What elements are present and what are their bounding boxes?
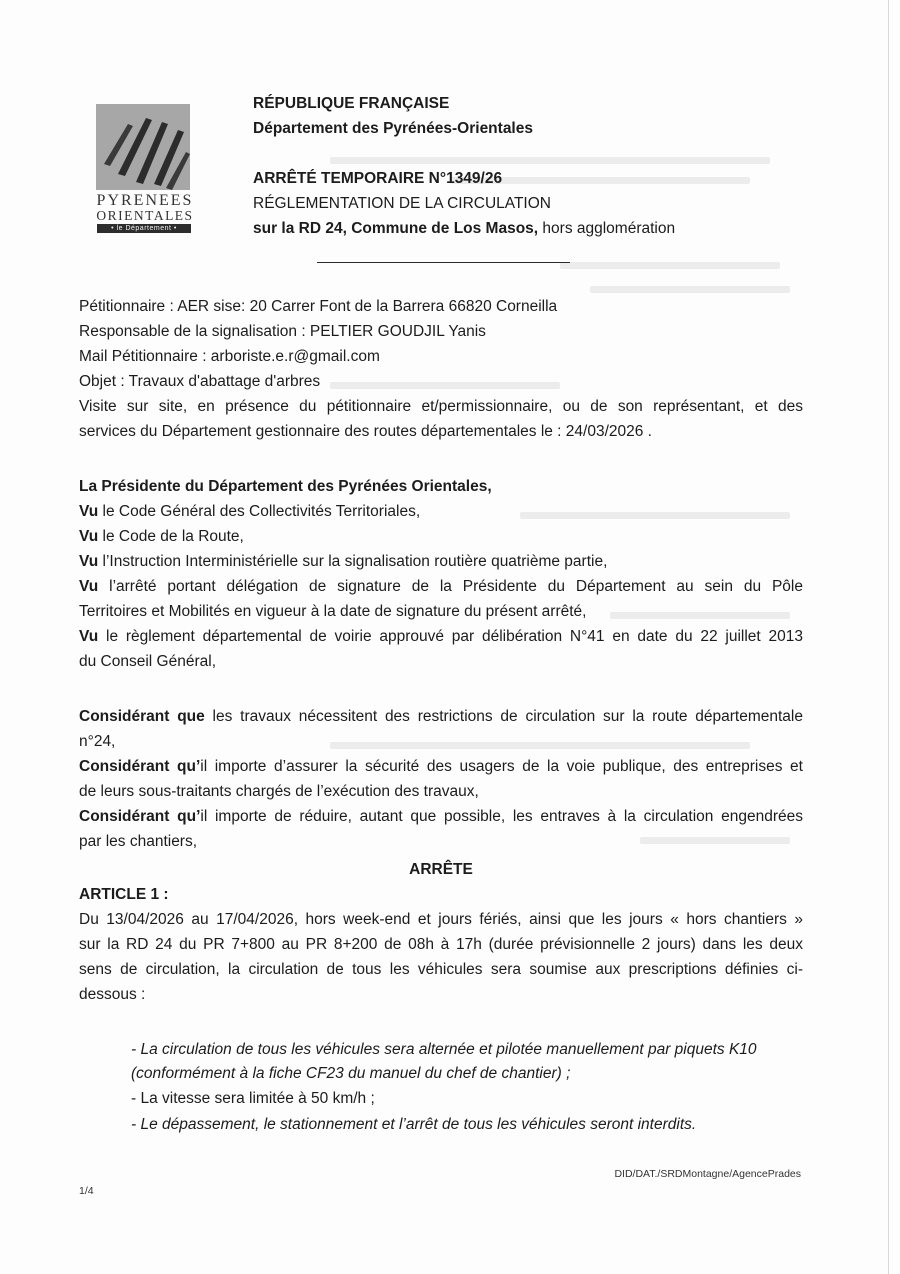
logo-text-orientales: ORIENTALES — [96, 208, 194, 223]
vu-text: l’Instruction Interministérielle sur la signalisation routière quatrième partie, — [98, 553, 608, 570]
consideration-label: Considérant que — [79, 708, 205, 725]
article-1-line-3: sens de circulation, la circulation de tous les véhicules sera soumise aux prescriptions définies ci- — [79, 961, 803, 978]
article-1-line-4: dessous : — [79, 986, 146, 1003]
consideration-text: les travaux nécessitent des restrictions de circulation sur la route départementale — [204, 708, 803, 725]
arrete-title: ARRÊTÉ TEMPORAIRE N°1349/26 — [253, 170, 503, 187]
vu-label: Vu — [79, 528, 99, 545]
mountain-claw-emblem — [96, 104, 190, 190]
prescription-3: - Le dépassement, le stationnement et l’arrêt de tous les véhicules seront interdits. — [131, 1116, 697, 1133]
arrete-decision-title: ARRÊTE — [409, 861, 473, 878]
vu-line-5b: du Conseil Général, — [79, 653, 216, 670]
footer-reference: DID/DAT./SRDMontagne/AgencePrades — [614, 1168, 801, 1180]
page-edge — [888, 0, 889, 1274]
consideration-label: Considérant qu’ — [79, 758, 201, 775]
vu-line-4b: Territoires et Mobilités en vigueur à la date de signature du présent arrêté, — [79, 603, 587, 620]
republic-heading: RÉPUBLIQUE FRANÇAISE — [253, 95, 450, 112]
consideration-text: il importe de réduire, autant que possible, les entraves à la circulation engendrées — [200, 808, 803, 825]
vu-text: le Code de la Route, — [98, 528, 244, 545]
object-line: Objet : Travaux d'abattage d'arbres — [79, 373, 321, 390]
consideration-label: Considérant qu’ — [79, 808, 201, 825]
vu-label: Vu — [79, 628, 99, 645]
article-1-line-1: Du 13/04/2026 au 17/04/2026, hors week-end et jours fériés, ainsi que les jours « hors chantiers » — [79, 911, 803, 928]
considerations-section — [79, 704, 803, 854]
consideration-2-line-2: de leurs sous-traitants chargés de l’exécution des travaux, — [79, 783, 479, 800]
vu-line-2 — [79, 524, 803, 549]
prescription-2: - La vitesse sera limitée à 50 km/h ; — [131, 1090, 375, 1107]
vu-line-1 — [79, 499, 803, 524]
department-heading: Département des Pyrénées-Orientales — [253, 120, 533, 137]
article-1-line-2: sur la RD 24 du PR 7+800 au PR 8+200 de 08h à 17h (durée prévisionnelle 2 jours) dans les deux — [79, 936, 803, 953]
consideration-text: il importe d’assurer la sécurité des usagers de la voie publique, des entreprises et — [200, 758, 803, 775]
vu-text: le règlement départemental de voirie approuvé par délibération N°41 en date du 22 juillet 2013 — [98, 628, 803, 645]
page-number: 1/4 — [79, 1185, 94, 1197]
prescription-1-line-1: - La circulation de tous les véhicules sera alternée et pilotée manuellement par piquets K10 — [131, 1041, 757, 1058]
road-location: sur la RD 24, Commune de Los Masos, — [253, 220, 539, 237]
road-location-suffix: hors agglomération — [538, 220, 676, 237]
consideration-3-line-1 — [79, 804, 803, 829]
vu-label: Vu — [79, 503, 99, 520]
vu-line-5a — [79, 624, 803, 649]
header-divider — [317, 262, 570, 263]
petition-section — [79, 294, 803, 444]
vu-text: l’arrêté portant délégation de signature de la Présidente du Département au sein du Pôle — [98, 578, 803, 595]
petitioner-line: Pétitionnaire : AER sise: 20 Carrer Font de la Barrera 66820 Corneilla — [79, 298, 558, 315]
logo-band-departement: • le Département • — [97, 224, 191, 233]
road-location-line — [253, 216, 813, 241]
article-1-heading: ARTICLE 1 : — [79, 886, 169, 903]
site-visit-line-2: services du Département gestionnaire des routes départementales le : 24/03/2026 . — [79, 423, 652, 440]
consideration-1-line-2: n°24, — [79, 733, 116, 750]
document-header — [253, 91, 813, 241]
vu-label: Vu — [79, 553, 99, 570]
consideration-3-line-2: par les chantiers, — [79, 833, 198, 850]
regulation-subtitle: RÉGLEMENTATION DE LA CIRCULATION — [253, 195, 551, 212]
vu-line-3 — [79, 549, 803, 574]
prescriptions-list — [131, 1038, 821, 1137]
department-logo — [93, 104, 197, 232]
mail-line: Mail Pétitionnaire : arboriste.e.r@gmail.com — [79, 348, 380, 365]
vu-text: le Code Général des Collectivités Territoriales, — [98, 503, 421, 520]
vu-label: Vu — [79, 578, 99, 595]
consideration-2-line-1 — [79, 754, 803, 779]
logo-text-pyrenees: PYRENEES — [96, 192, 194, 209]
vu-line-4a — [79, 574, 803, 599]
prescription-1-line-2: (conformément à la fiche CF23 du manuel du chef de chantier) ; — [131, 1065, 571, 1082]
president-heading: La Présidente du Département des Pyrénées Orientales, — [79, 478, 492, 495]
signage-manager-line: Responsable de la signalisation : PELTIER GOUDJIL Yanis — [79, 323, 486, 340]
site-visit-line-1: Visite sur site, en présence du pétitionnaire et/permissionnaire, ou de son représentant, et des — [79, 398, 803, 415]
article-1-section — [79, 882, 803, 1007]
consideration-1-line-1 — [79, 704, 803, 729]
legal-basis-section — [79, 474, 803, 674]
